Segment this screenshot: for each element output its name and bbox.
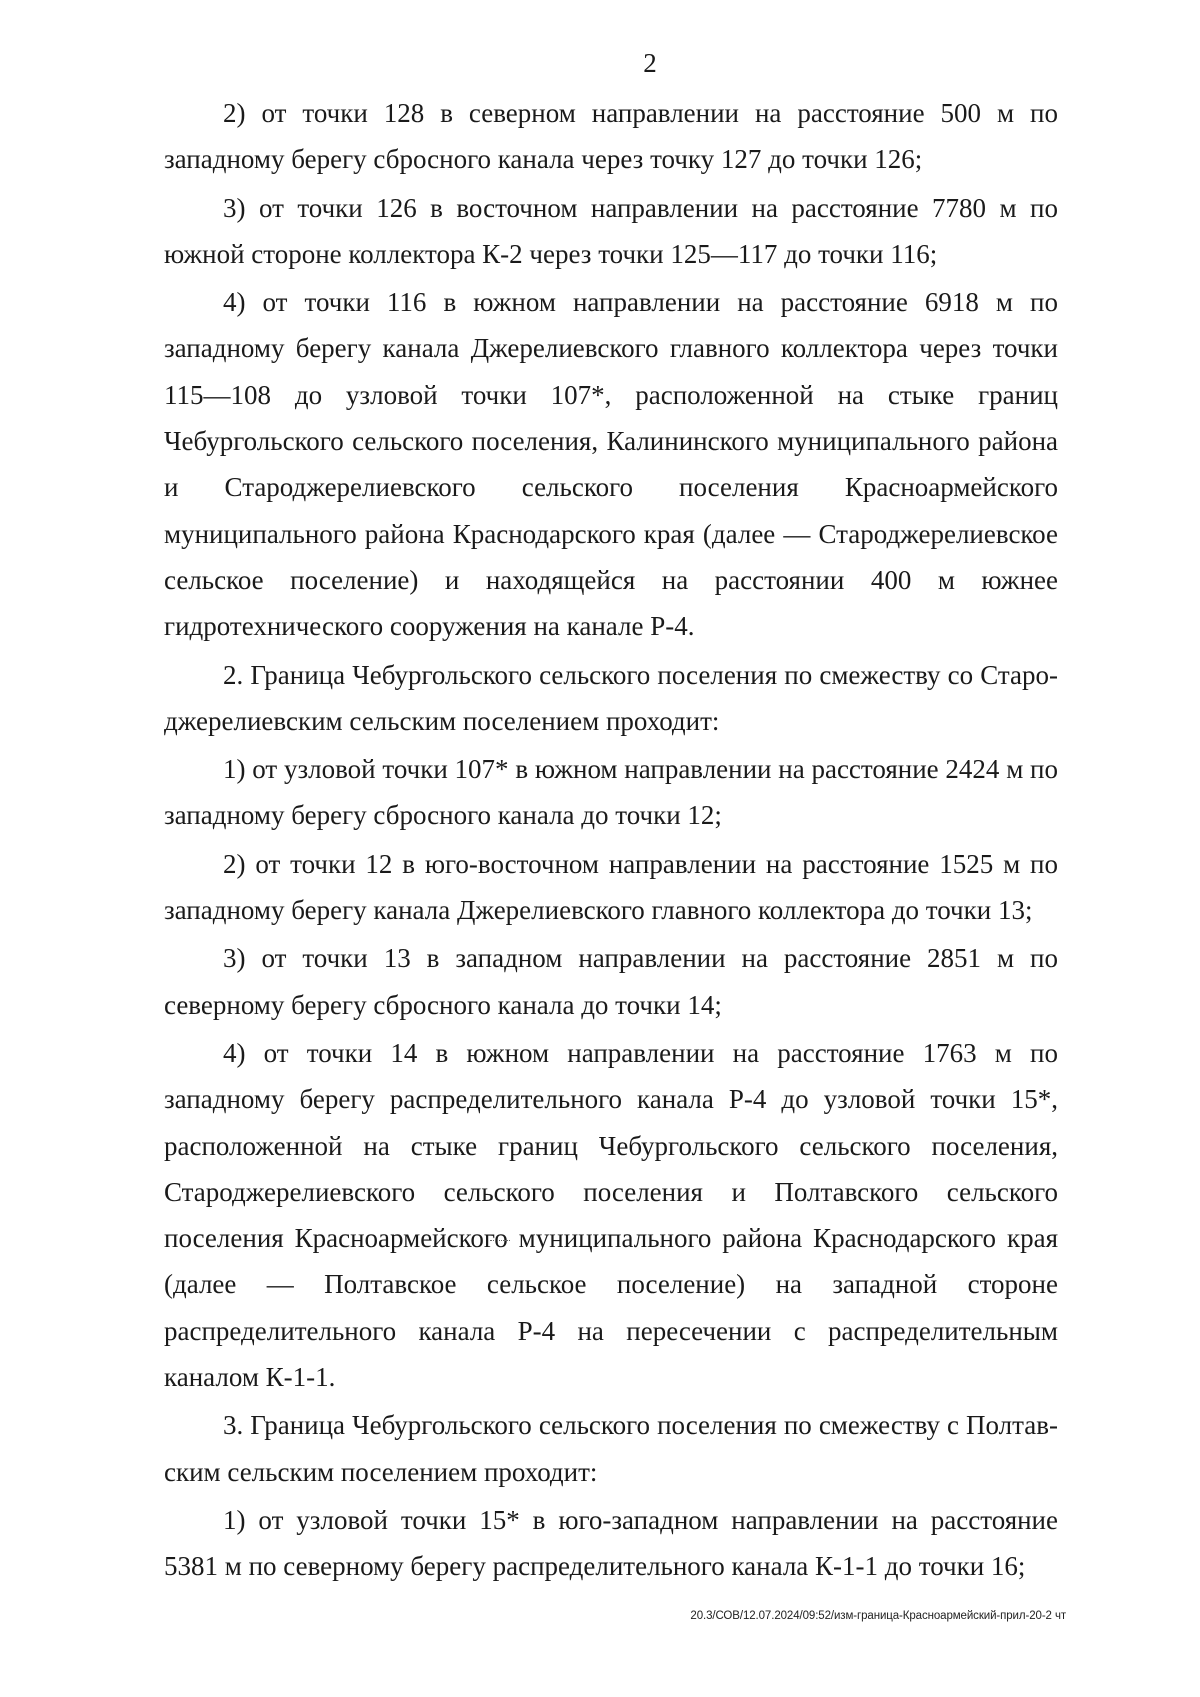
scan-speck — [490, 1240, 510, 1243]
paragraph: 1) от узловой точки 15* в юго-западном направлении на расстояние 5381 м по северному берегу распределительного канала К-1-1 до точки 16; — [164, 1504, 1058, 1582]
paragraph: 4) от точки 116 в южном направлении на расстояние 6918 м по западному берегу канала Джерелиевского главного коллектора через точки 115—108 до узловой точки 107*, расположенной на стыке границ Чебургольского сельского поселения, Калининского муниципального района и Староджерелиевского сельского поселения Красноармейского муниципального района Краснодарского края (далее — Староджерелиевское сельское поселение) и находящейся на расстоянии 400 м южнее гидротехнического сооружения на канале Р-4. — [164, 287, 1058, 642]
paragraph: 3. Граница Чебургольского сельского поселения по смежеству с Полтавским сельским поселением проходит: — [164, 1410, 1058, 1487]
paragraph: 3) от точки 13 в западном направлении на расстояние 2851 м по северному берегу сбросного канала до точки 14; — [164, 943, 1058, 1020]
document-body — [164, 90, 1058, 1592]
paragraph: 3) от точки 126 в восточном направлении на расстояние 7780 м по южной стороне коллектора К-2 через точки 125—117 до точки 116; — [164, 192, 1058, 269]
paragraph: 1) от узловой точки 107* в южном направлении на расстояние 2424 м по западному берегу сбросного канала до точки 12; — [164, 754, 1058, 831]
paragraph: 2. Граница Чебургольского сельского поселения по смежеству со Староджерелиевским сельским поселением проходит: — [164, 659, 1058, 736]
page-number: 2 — [643, 48, 657, 78]
document-footer: 20.3/СОВ/12.07.2024/09:52/изм-граница-Красноармейский-прил-20-2 чт — [690, 1610, 1066, 1622]
paragraph: 2) от точки 128 в северном направлении на расстояние 500 м по западному берегу сбросного канала через точку 127 до точки 126; — [164, 98, 1058, 175]
paragraph: 2) от точки 12 в юго-восточном направлении на расстояние 1525 м по западному берегу канала Джерелиевского главного коллектора до точки 13; — [164, 848, 1058, 926]
paragraph: 4) от точки 14 в южном направлении на расстояние 1763 м по западному берегу распределительного канала Р-4 до узловой точки 15*, расположенной на стыке границ Чебургольского сельского поселения, Староджерелиевского сельского поселения и Полтавского сельского поселения Красноармейского муниципального района Краснодарского края (далее — Полтавское сельское поселение) на западной стороне распределительного канала Р-4 на пересечении с распределительным каналом К-1-1. — [164, 1037, 1058, 1393]
